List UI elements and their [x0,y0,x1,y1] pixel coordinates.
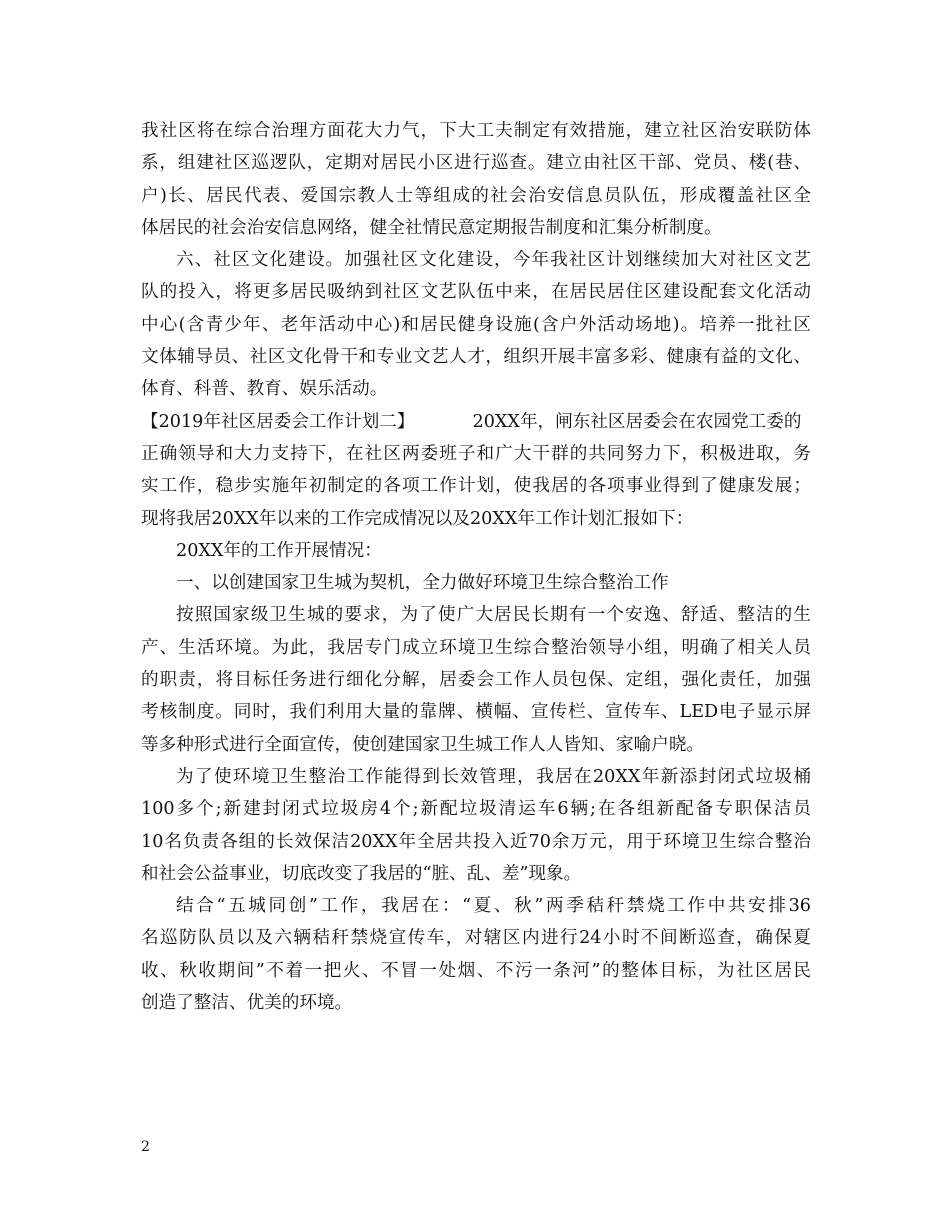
text-line: 的职责，将目标任务进行细化分解，居委会工作人员包保、定组，强化责任，加强 [141,670,811,691]
text-line: 文体辅导员、社区文化骨干和专业文艺人才，组织开展丰富多彩、健康有益的文化、 [141,347,811,368]
text-line: 我社区将在综合治理方面花大力气，下大工夫制定有效措施，建立社区治安联防体 [141,121,811,141]
text-line: 正确领导和大力支持下，在社区两委班子和广大干群的共同努力下，积极进取，务 [141,443,811,464]
text-line: 名巡防队员以及六辆秸秆禁烧宣传车，对辖区内进行24小时不间断巡查，确保夏 [141,928,811,949]
text-line: 20XX年的工作开展情况： [176,540,382,561]
text-line: 结合“五城同创”工作，我居在：“夏、秋”两季秸秆禁烧工作中共安排36 [176,896,811,917]
text-line: 一、以创建国家卫生城为契机，全力做好环境卫生综合整治工作 [176,573,669,594]
page-number: 2 [141,1139,150,1155]
text-line: 创造了整洁、优美的环境。 [141,993,353,1014]
text-line: 收、秋收期间”不着一把火、不冒一处烟、不污一条河”的整体目标，为社区居民 [141,960,811,981]
text-line: 现将我居20XX年以来的工作完成情况以及20XX年工作计划汇报如下： [141,508,694,529]
text-line: 中心(含青少年、老年活动中心)和居民健身设施(含户外活动场地)。培养一批社区 [141,314,811,335]
text-line: 体育、科普、教育、娱乐活动。 [141,379,388,400]
text-line: 按照国家级卫生城的要求，为了使广大居民长期有一个安逸、舒适、整洁的生 [176,605,811,626]
text-line: 等多种形式进行全面宣传，使创建国家卫生城工作人人皆知、家喻户晓。 [141,734,705,755]
section-heading-line [141,406,811,438]
text-line: 系，组建社区巡逻队，定期对居民小区进行巡查。建立由社区干部、党员、楼(巷、 [141,153,811,174]
text-line: 户)长、居民代表、爱国宗教人士等组成的社会治安信息员队伍，形成覆盖社区全 [141,185,811,206]
text-line: 100多个;新建封闭式垃圾房4个;新配垃圾清运车6辆;在各组新配备专职保洁员 [141,799,811,820]
text-line: 实工作，稳步实施年初制定的各项工作计划，使我居的各项事业得到了健康发展； [141,476,811,497]
text-line: 体居民的社会治安信息网络，健全社情民意定期报告制度和汇集分析制度。 [141,217,722,238]
text-line: 产、生活环境。为此，我居专门成立环境卫生综合整治领导小组，明确了相关人员 [141,637,811,658]
text-line: 考核制度。同时，我们利用大量的靠牌、横幅、宣传栏、宣传车、LED电子显示屏 [141,702,811,723]
document-body [141,115,811,1019]
section-lead-text: 20XX年，闸东社区居委会在农园党工委的 [472,411,802,432]
text-line: 队的投入，将更多居民吸纳到社区文艺队伍中来，在居民居住区建设配套文化活动 [141,282,811,303]
text-line: 10名负责各组的长效保洁20XX年全居共投入近70余万元，用于环境卫生综合整治 [141,831,811,852]
text-line: 为了使环境卫生整治工作能得到长效管理，我居在20XX年新添封闭式垃圾桶 [176,766,811,787]
section-heading: 【2019年社区居委会工作计划二】 [141,411,415,432]
text-line: 六、社区文化建设。加强社区文化建设，今年我社区计划继续加大对社区文艺 [176,250,811,271]
text-line: 和社会公益事业，切底改变了我居的“脏、乱、差”现象。 [141,863,582,884]
